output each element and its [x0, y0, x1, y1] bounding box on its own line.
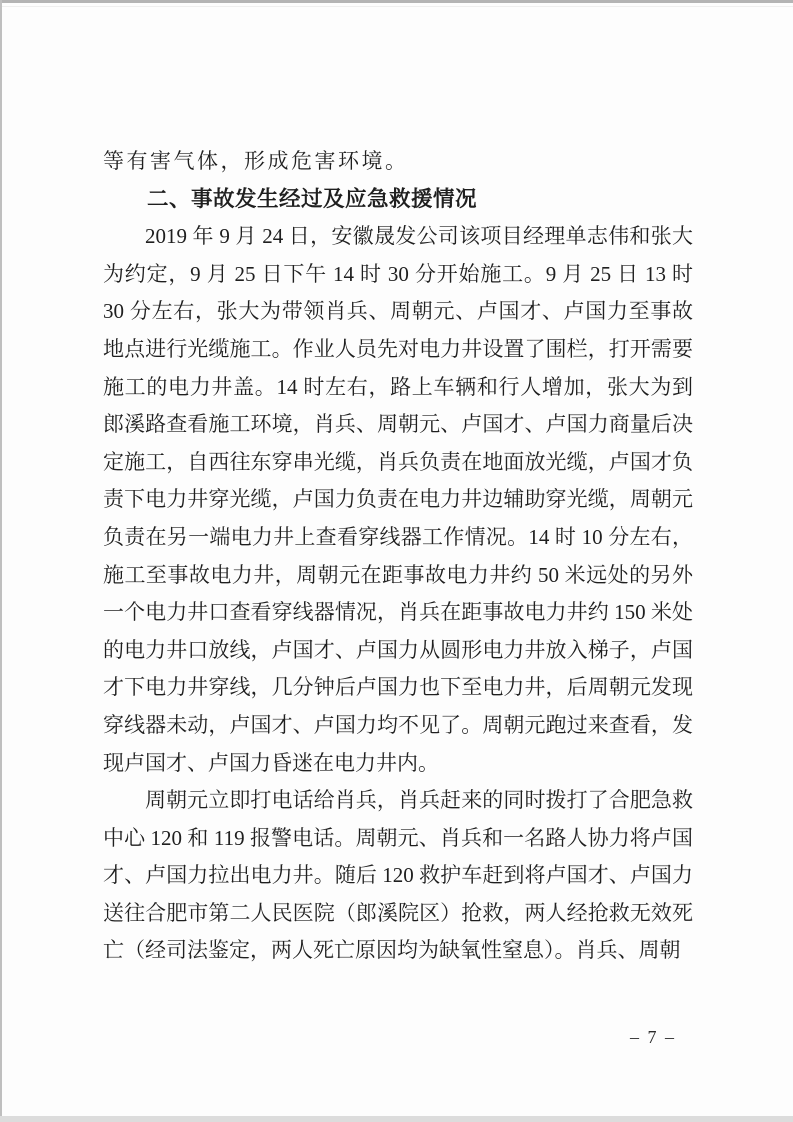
document-body [103, 143, 693, 970]
scan-edge-top-shadow [0, 6, 793, 7]
paragraph-line: 的电力井口放线，卢国才、卢国力从圆形电力井放入梯子，卢国 [103, 637, 693, 662]
paragraph-line: 施工至事故电力井，周朝元在距事故电力井约 50 米远处的另外 [103, 562, 693, 587]
scan-edge-left [0, 0, 2, 1122]
paragraph-line: 责下电力井穿光缆，卢国力负责在电力井边辅助穿光缆，周朝元 [103, 487, 693, 512]
scan-edge-top [0, 0, 793, 3]
paragraph-line: 亡（经司法鉴定，两人死亡原因均为缺氧性窒息）。肖兵、周朝 [103, 938, 681, 963]
paragraph-line: 定施工，自西往东穿串光缆，肖兵负责在地面放光缆，卢国才负 [103, 449, 693, 474]
paragraph-line: 地点进行光缆施工。作业人员先对电力井设置了围栏，打开需要 [103, 336, 693, 361]
paragraph-line: 中心 120 和 119 报警电话。周朝元、肖兵和一名路人协力将卢国 [103, 825, 693, 850]
paragraph-line: 为约定，9 月 25 日下午 14 时 30 分开始施工。9 月 25 日 13 时 [103, 261, 693, 286]
paragraph-line: 才下电力井穿线，几分钟后卢国力也下至电力井，后周朝元发现 [103, 675, 693, 700]
paragraph-line: 现卢国才、卢国力昏迷在电力井内。 [103, 750, 439, 775]
paragraph-line: 一个电力井口查看穿线器情况，肖兵在距事故电力井约 150 米处 [103, 600, 693, 625]
paragraph-line: 30 分左右，张大为带领肖兵、周朝元、卢国才、卢国力至事故 [103, 299, 693, 324]
paragraph-line: 穿线器未动，卢国才、卢国力均不见了。周朝元跑过来查看，发 [103, 712, 693, 737]
scan-edge-bottom [0, 1116, 793, 1122]
paragraph-line: 郎溪路查看施工环境，肖兵、周朝元、卢国才、卢国力商量后决 [103, 412, 693, 437]
paragraph-line: 周朝元立即打电话给肖兵，肖兵赶来的同时拨打了合肥急救 [145, 788, 693, 813]
paragraphs-container [103, 218, 693, 970]
page-number: – 7 – [630, 1027, 676, 1047]
paragraph-line: 施工的电力井盖。14 时左右，路上车辆和行人增加，张大为到 [103, 374, 693, 399]
paragraph-line: 负责在另一端电力井上查看穿线器工作情况。14 时 10 分左右， [103, 524, 693, 549]
continued-paragraph-line: 等有害气体，形成危害环境。 [103, 149, 409, 173]
paragraph-line: 送往合肥市第二人民医院（郎溪院区）抢救，两人经抢救无效死 [103, 900, 693, 925]
section-heading: 二、事故发生经过及应急救援情况 [147, 186, 478, 211]
paragraph-line: 2019 年 9 月 24 日，安徽晟发公司该项目经理单志伟和张大 [145, 224, 693, 249]
paragraph-line: 才、卢国力拉出电力井。随后 120 救护车赶到将卢国才、卢国力 [103, 863, 693, 888]
